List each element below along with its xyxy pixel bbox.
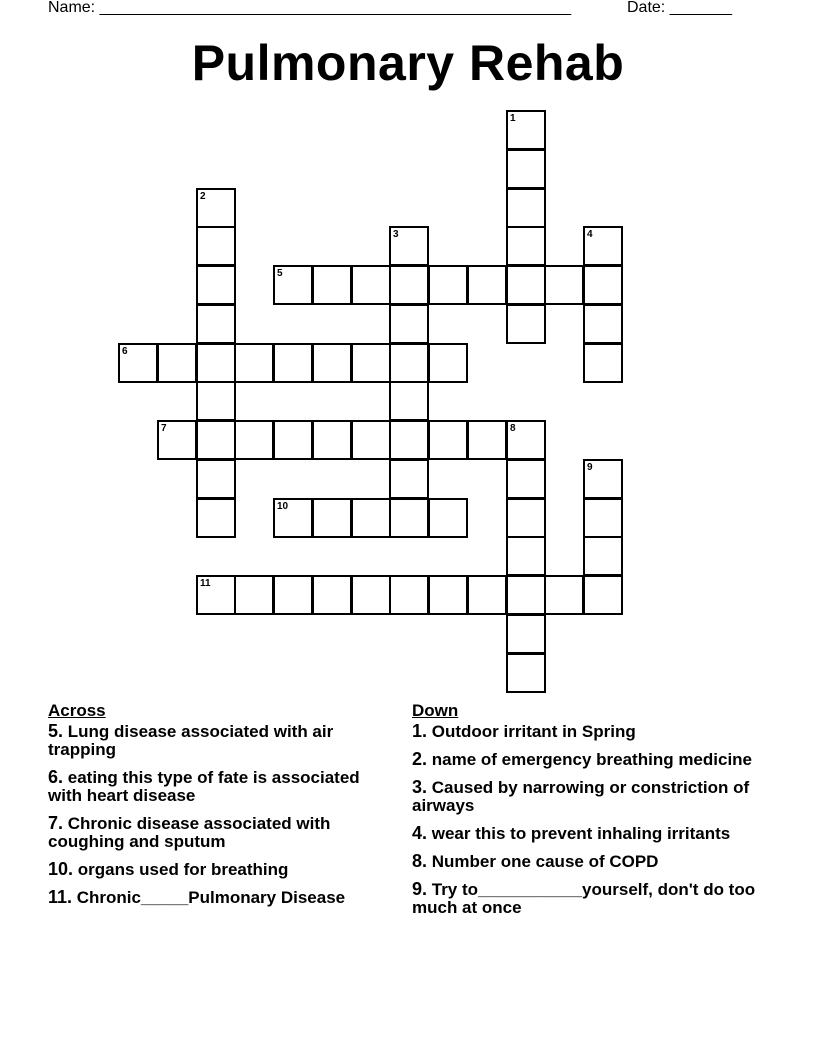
crossword-cell[interactable] bbox=[506, 188, 546, 228]
clue-number: 11 bbox=[200, 578, 211, 589]
crossword-cell[interactable] bbox=[428, 420, 468, 460]
crossword-cell[interactable] bbox=[196, 420, 236, 460]
down-clue: 4. wear this to prevent inhaling irritants bbox=[412, 823, 731, 843]
crossword-cell[interactable] bbox=[544, 265, 584, 305]
crossword-cell[interactable] bbox=[157, 420, 197, 460]
page-title: Pulmonary Rehab bbox=[191, 35, 625, 91]
crossword-cell[interactable] bbox=[196, 343, 236, 383]
crossword-cell[interactable] bbox=[506, 614, 546, 654]
crossword-cell[interactable] bbox=[467, 265, 507, 305]
date-field-label: Date: _______ bbox=[627, 0, 732, 16]
crossword-cell[interactable] bbox=[506, 536, 546, 576]
clue-number: 4 bbox=[587, 229, 593, 240]
crossword-cell[interactable] bbox=[351, 265, 391, 305]
crossword-cell[interactable] bbox=[467, 420, 507, 460]
crossword-cell[interactable] bbox=[196, 188, 236, 228]
crossword-cell[interactable] bbox=[583, 459, 623, 499]
down-clue: 2. name of emergency breathing medicine bbox=[412, 749, 753, 769]
crossword-cell[interactable] bbox=[273, 575, 313, 615]
crossword-cell[interactable] bbox=[389, 459, 429, 499]
crossword-cell[interactable] bbox=[196, 575, 236, 615]
down-clue: 1. Outdoor irritant in Spring bbox=[412, 721, 636, 741]
crossword-cell[interactable] bbox=[389, 498, 429, 538]
crossword-cell[interactable] bbox=[389, 575, 429, 615]
clue-number: 9 bbox=[587, 462, 593, 473]
clue-number: 6 bbox=[122, 346, 128, 357]
crossword-cell[interactable] bbox=[506, 498, 546, 538]
crossword-cell[interactable] bbox=[428, 265, 468, 305]
crossword-cell[interactable] bbox=[506, 653, 546, 693]
crossword-cell[interactable] bbox=[506, 304, 546, 344]
crossword-cell[interactable] bbox=[544, 575, 584, 615]
crossword-cell[interactable] bbox=[351, 498, 391, 538]
crossword-cell[interactable] bbox=[196, 265, 236, 305]
down-heading: Down bbox=[412, 701, 459, 720]
across-heading: Across bbox=[48, 701, 106, 720]
crossword-cell[interactable] bbox=[389, 304, 429, 344]
crossword-cell[interactable] bbox=[389, 381, 429, 421]
across-clue: 5. Lung disease associated with air trapping bbox=[48, 721, 334, 759]
crossword-cell[interactable] bbox=[428, 498, 468, 538]
crossword-cell[interactable] bbox=[583, 226, 623, 266]
crossword-cell[interactable] bbox=[506, 459, 546, 499]
crossword-cell[interactable] bbox=[389, 343, 429, 383]
across-clue: 7. Chronic disease associated with coughing and sputum bbox=[48, 813, 331, 851]
down-clues bbox=[412, 700, 772, 926]
crossword-cell[interactable] bbox=[506, 265, 546, 305]
crossword-cell[interactable] bbox=[583, 343, 623, 383]
crossword-cell[interactable] bbox=[196, 498, 236, 538]
crossword-cell[interactable] bbox=[312, 420, 352, 460]
crossword-cell[interactable] bbox=[312, 575, 352, 615]
down-clue: 3. Caused by narrowing or constriction of airways bbox=[412, 777, 750, 815]
crossword-cell[interactable] bbox=[506, 149, 546, 189]
crossword-cell[interactable] bbox=[428, 575, 468, 615]
down-clue: 8. Number one cause of COPD bbox=[412, 851, 659, 871]
crossword-cell[interactable] bbox=[196, 459, 236, 499]
crossword-cell[interactable] bbox=[118, 343, 158, 383]
clue-number: 10 bbox=[277, 501, 289, 512]
crossword-cell[interactable] bbox=[467, 575, 507, 615]
crossword-cell[interactable] bbox=[234, 420, 274, 460]
crossword-cell[interactable] bbox=[583, 265, 623, 305]
crossword-cell[interactable] bbox=[506, 420, 546, 460]
clue-number: 3 bbox=[393, 229, 399, 240]
crossword-cell[interactable] bbox=[312, 343, 352, 383]
crossword-cell[interactable] bbox=[312, 265, 352, 305]
crossword-cell[interactable] bbox=[273, 265, 313, 305]
crossword-cell[interactable] bbox=[312, 498, 352, 538]
crossword-cell[interactable] bbox=[273, 420, 313, 460]
crossword-cell[interactable] bbox=[234, 343, 274, 383]
crossword-cell[interactable] bbox=[506, 110, 546, 150]
crossword-cell[interactable] bbox=[583, 304, 623, 344]
name-field-label: Name: _____________________________________________________ bbox=[48, 0, 572, 16]
across-clue: 11. Chronic_____Pulmonary Disease bbox=[48, 887, 346, 907]
down-clue: 9. Try to___________yourself, don't do too much at once bbox=[412, 879, 756, 917]
clue-number: 8 bbox=[510, 423, 516, 434]
crossword-cell[interactable] bbox=[273, 498, 313, 538]
crossword-cell[interactable] bbox=[351, 420, 391, 460]
crossword-cell[interactable] bbox=[583, 536, 623, 576]
crossword-cell[interactable] bbox=[234, 575, 274, 615]
crossword-cell[interactable] bbox=[157, 343, 197, 383]
crossword-cell[interactable] bbox=[351, 343, 391, 383]
crossword-cell[interactable] bbox=[506, 226, 546, 266]
crossword-cell[interactable] bbox=[196, 226, 236, 266]
crossword-cell[interactable] bbox=[196, 304, 236, 344]
crossword-cell[interactable] bbox=[351, 575, 391, 615]
clue-number: 5 bbox=[277, 268, 283, 279]
across-clues bbox=[48, 700, 388, 916]
clue-number: 2 bbox=[200, 191, 206, 202]
crossword-cell[interactable] bbox=[389, 226, 429, 266]
clue-number: 1 bbox=[510, 113, 516, 124]
crossword-cell[interactable] bbox=[389, 265, 429, 305]
crossword-cell[interactable] bbox=[389, 420, 429, 460]
crossword-cell[interactable] bbox=[583, 575, 623, 615]
crossword-cell[interactable] bbox=[273, 343, 313, 383]
clue-number: 7 bbox=[161, 423, 167, 434]
across-clue: 10. organs used for breathing bbox=[48, 859, 289, 879]
crossword-cell[interactable] bbox=[428, 343, 468, 383]
crossword-cell[interactable] bbox=[506, 575, 546, 615]
crossword-cell[interactable] bbox=[583, 498, 623, 538]
crossword-cell[interactable] bbox=[196, 381, 236, 421]
across-clue: 6. eating this type of fate is associated with heart disease bbox=[48, 767, 360, 805]
